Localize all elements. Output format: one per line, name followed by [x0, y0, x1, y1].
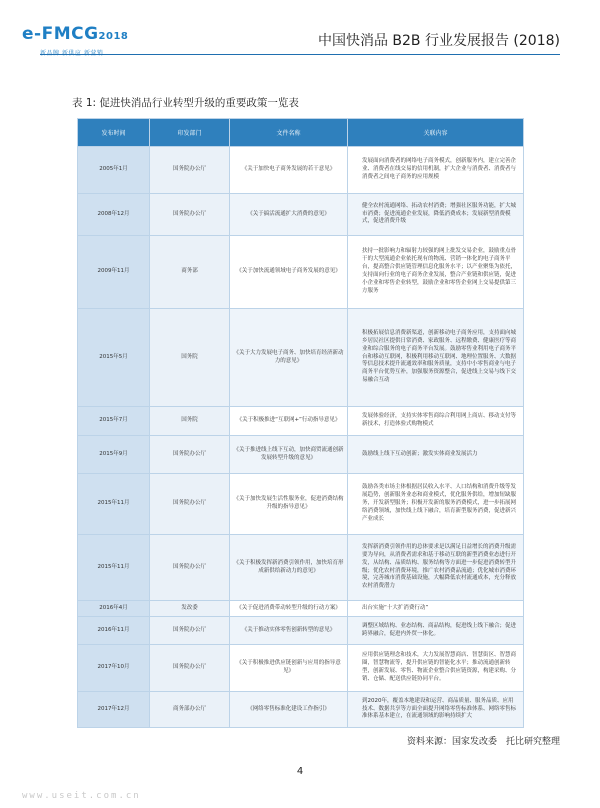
cell-content: 鼓励线上线下互动创新；激发实体商业发展活力	[348, 436, 524, 474]
cell-document: 《关于加快电子商务发展的若干意见》	[230, 147, 348, 194]
table-row	[78, 645, 524, 692]
cell-date: 2015年11月	[78, 474, 150, 535]
logo-year: 2018	[98, 31, 129, 42]
cell-date: 2008年12月	[78, 194, 150, 236]
table-row	[78, 436, 524, 474]
cell-department: 发改委	[150, 601, 230, 617]
table-row	[78, 535, 524, 601]
cell-document: 《关于大力发展电子商务、加快培育经济新动力的意见》	[230, 309, 348, 407]
cell-content: 调整区域结构、业态结构、商品结构，促进线上线下融合；促进跨界融合，促进内外贸一体化。	[348, 617, 524, 645]
cell-date: 2015年7月	[78, 407, 150, 436]
cell-document: 《关于搞活流通扩大消费的意见》	[230, 194, 348, 236]
logo-brand	[22, 24, 128, 44]
cell-date: 2009年11月	[78, 236, 150, 309]
table-row	[78, 407, 524, 436]
cell-content: 积极拓展信息消费新渠道，创新移动电子商务应用，支持面向城乡居民社区提供日常消费、家政服务、远程缴费、健康医疗等商业和综合服务的电子商务平台发展。鼓励零售业利用电子商务平台和移动互联网，积极利用移动互联网、地理位置服务、大数据等信息技术提升流通效率和服务质量，支持中小零售商业与电子商务平台优势互补，加强服务资源整合，促进线上交易与线下交易融合互动	[348, 309, 524, 407]
table-caption: 表 1: 促进快消品行业转型升级的重要政策一览表	[72, 97, 299, 109]
table-row	[78, 194, 524, 236]
cell-document: 《关于推动实体零售创新转型的意见》	[230, 617, 348, 645]
table-header-row	[78, 119, 524, 147]
cell-department: 国务院办公厅	[150, 645, 230, 692]
logo-tagline	[40, 48, 103, 57]
table-row	[78, 147, 524, 194]
cell-date: 2017年12月	[78, 692, 150, 728]
cell-department: 国务院办公厅	[150, 194, 230, 236]
cell-content: 扶持一批影响力和辐射力较强的网上批发交易企业，鼓励重点骨干的大型流通企业依托现有的物流、营销一体化的电子商务平台，提高整合供应链管理信息化服务水平；以产业聚集为依托，支持面向行业的电子商务企业发展，整合产业链和供应链，促进小企业和零售企业转型，鼓励企业和零售企业网上交易提供第三方服务	[348, 236, 524, 309]
watermark: www.useit.com.cn	[22, 791, 141, 801]
cell-document: 《关于积极推进供应链创新与应用的指导意见》	[230, 645, 348, 692]
cell-document: 《关于积极发挥新消费引领作用，加快培育形成新供给新动力的意见》	[230, 535, 348, 601]
table-row	[78, 309, 524, 407]
column-header-document: 文件名称	[230, 119, 348, 147]
table-row	[78, 236, 524, 309]
report-title: 中国快消品 B2B 行业发展报告 (2018)	[317, 33, 560, 49]
cell-department: 国务院办公厅	[150, 617, 230, 645]
cell-content: 发展体验经济，支持实体零售商综合利用网上商店、移动支付等新技术，打造体验式购物模式	[348, 407, 524, 436]
cell-date: 2017年10月	[78, 645, 150, 692]
cell-content: 发挥新消费引领作用的总体要求是以满足日益增长的消费升级需要为导向，从消费者需求和基于移动互联的新型消费业态进行开发，从结构、品质结构、服务结构等方面进一步促进消费转型升级；优化农村消费环境，推广农村消费品流通；优化城市消费环境，完善城市消费基础设施，大幅降低农村流通成本，充分释放农村消费潜力	[348, 535, 524, 601]
cell-date: 2015年11月	[78, 535, 150, 601]
cell-content: 出台实施“十大扩消费行动”	[348, 601, 524, 617]
cell-department: 商务部	[150, 236, 230, 309]
cell-content: 到2020年，覆盖本地建设和运营、商品质量、服务品质、应用技术、数据共享等方面全面提升网络零售标准体系、网络零售标准体系基本建立，在流通领域的影响持续扩大	[348, 692, 524, 728]
cell-content: 应用供应链理念和技术，大力发展智慧商店、智慧街区、智慧商圈，智慧物流等，提升供应链的智能化水平；推动流通创新转型，创新发展、零售、物流企业整合供应链资源，构建采购、分销、仓储、配送供应链协同平台。	[348, 645, 524, 692]
cell-department: 国务院办公厅	[150, 535, 230, 601]
table-row	[78, 601, 524, 617]
cell-department: 国务院	[150, 309, 230, 407]
cell-content: 健全农村流通网络、拓动农村消费；增强社区服务功能，扩大城市消费；促进流通企业发展，降低消费成本；发展新型消费模式，促进消费升级	[348, 194, 524, 236]
cell-department: 商务部办公厅	[150, 692, 230, 728]
cell-department: 国务院办公厅	[150, 147, 230, 194]
policy-table	[77, 118, 524, 728]
cell-department: 国务院	[150, 407, 230, 436]
cell-date: 2016年11月	[78, 617, 150, 645]
cell-content: 发展面向消费者的网络电子商务模式，创新服务内，建立完善企业、消费者在线交易的信用机制，扩大企业与消费者、消费者与消费者之间电子商务的应用规模	[348, 147, 524, 194]
page-number: 4	[296, 766, 304, 777]
source-note: 资料来源：国家发改委 托比研究整理	[406, 737, 560, 747]
column-header-content: 关联内容	[348, 119, 524, 147]
cell-date: 2015年9月	[78, 436, 150, 474]
table-row	[78, 692, 524, 728]
cell-document: 《关于积极推进“互联网+”行动指导意见》	[230, 407, 348, 436]
cell-date: 2016年4月	[78, 601, 150, 617]
cell-department: 国务院办公厅	[150, 436, 230, 474]
cell-document: 《关于促进消费带动转型升级的行动方案》	[230, 601, 348, 617]
cell-content: 鼓励各类市场主体根据居民收入水平、人口结构和消费升级等发展趋势，创新服务业态和商业模式，优化服务供给，增加短缺服务，开发新型服务；积极开发新的服务消费模式，进一步拓展网络消费领域，加快线上线下融合，培育新型服务消费，促进新兴产业成长	[348, 474, 524, 535]
cell-department: 国务院办公厅	[150, 474, 230, 535]
cell-date: 2005年1月	[78, 147, 150, 194]
table-row	[78, 617, 524, 645]
header-divider	[40, 54, 560, 55]
column-header-department: 印发部门	[150, 119, 230, 147]
cell-document: 《关于推进线上线下互动，加快商贸流通创新发展转型升级的意见》	[230, 436, 348, 474]
table-row	[78, 474, 524, 535]
cell-document: 《关于加快流通领域电子商务发展的意见》	[230, 236, 348, 309]
cell-document: 《网络零售标准化建设工作指引》	[230, 692, 348, 728]
cell-date: 2015年5月	[78, 309, 150, 407]
column-header-date: 发布时间	[78, 119, 150, 147]
logo-text: e-FMCG	[22, 24, 99, 44]
cell-document: 《关于加快发展生活性服务业，促进消费结构升级的指导意见》	[230, 474, 348, 535]
